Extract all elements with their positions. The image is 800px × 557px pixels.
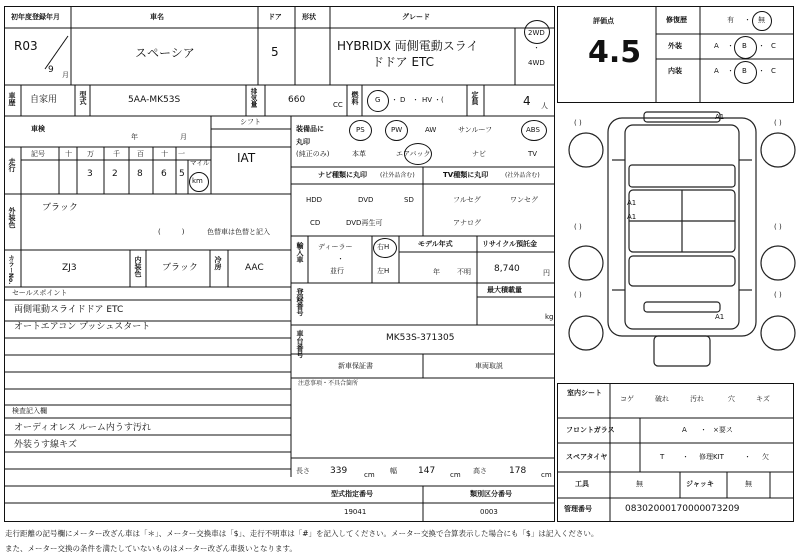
dot: ・ xyxy=(391,96,398,104)
displacement-label: 排気量 xyxy=(249,88,258,108)
sep: ・ xyxy=(727,67,734,75)
color-no: ZJ3 xyxy=(62,263,77,273)
selected-circle xyxy=(367,90,389,112)
mileage-digit: 3 xyxy=(87,169,93,179)
car-name-label: 車名 xyxy=(150,13,164,21)
import-dealer: ディーラー xyxy=(318,243,353,251)
model-label: 型式 xyxy=(79,91,87,105)
seat-burn: コゲ xyxy=(620,395,634,403)
equip-aw: AW xyxy=(425,126,437,134)
model-year-unknown: 不明 xyxy=(457,268,471,276)
digit-header: 十 xyxy=(65,150,72,158)
grade-line2: ドドア ETC xyxy=(372,55,435,69)
shaken-label: 車検 xyxy=(31,125,45,133)
vehicle-manual: 車両取説 xyxy=(475,362,503,370)
selected-circle xyxy=(752,11,772,31)
first-reg-label: 初年度登録年月 xyxy=(11,13,60,21)
glass-dot: ・ xyxy=(700,426,707,434)
model-year-unit: 年 xyxy=(433,268,440,276)
registration-label: 登録番号 xyxy=(296,288,304,316)
tv-fullseg: フルセグ xyxy=(453,196,481,204)
equip-sunroof: サンルーフ xyxy=(458,126,493,134)
damage-mark: A1 xyxy=(715,313,725,321)
month-unit: 月 xyxy=(62,71,69,79)
height-label: 高さ xyxy=(473,467,487,475)
type-number-label: 型式指定番号 xyxy=(331,490,373,498)
tools-value: 無 xyxy=(636,480,643,488)
width-value: 147 xyxy=(418,466,436,476)
height-unit: cm xyxy=(541,471,552,479)
ext-a: A xyxy=(714,42,719,50)
km-unit: km xyxy=(192,177,203,185)
ac-label: 冷房 xyxy=(214,256,222,270)
grade-label: グレード xyxy=(402,13,430,21)
inspector-label: 検査記入欄 xyxy=(12,407,47,415)
int-a: A xyxy=(714,67,719,75)
nav-dvd-play: DVD再生可 xyxy=(346,219,383,227)
selected-circle xyxy=(734,61,757,84)
interior-color-label: 内装色 xyxy=(134,256,142,277)
ac-value: AAC xyxy=(245,263,264,273)
equip-abs: ABS xyxy=(526,126,540,134)
seat-hole: 穴 xyxy=(728,395,735,403)
seat-scratch: キズ xyxy=(756,395,770,403)
int-b: B xyxy=(742,67,747,75)
equipment-label-3: (純正のみ) xyxy=(296,150,330,158)
nav-label: ナビ種類に丸印 xyxy=(318,171,367,179)
repair-label: 修復歴 xyxy=(666,16,687,24)
selected-circle xyxy=(189,172,209,192)
equip-ps: PS xyxy=(356,126,365,134)
fuel-g: G xyxy=(375,96,381,104)
mileage-digit: 5 xyxy=(179,169,185,179)
nav-hdd: HDD xyxy=(306,196,323,204)
equip-pw: PW xyxy=(391,126,403,134)
capacity-unit: 人 xyxy=(541,102,548,110)
color-label: 外装色 xyxy=(8,207,16,228)
fuel-d: D xyxy=(400,96,406,104)
door-label: ドア xyxy=(268,13,282,21)
repair-no: 無 xyxy=(758,16,765,24)
side-bracket: ( ) xyxy=(774,119,782,127)
repair-yes: 有 xyxy=(727,16,734,24)
exterior-label: 外装 xyxy=(668,42,682,50)
spare-none: 欠 xyxy=(762,453,769,461)
shift-label: シフト xyxy=(240,118,261,126)
capacity-label: 定員 xyxy=(471,91,479,105)
import-left: 左H xyxy=(377,267,390,275)
drive-dot: ・ xyxy=(533,44,540,52)
selected-circle xyxy=(404,143,432,165)
damage-mark: A1 xyxy=(715,113,725,121)
displacement: 660 xyxy=(288,95,306,105)
glass-x: ×要ス xyxy=(713,426,733,434)
score-value: 4.5 xyxy=(588,35,642,70)
selected-circle xyxy=(373,238,397,258)
repair-sep: ・ xyxy=(744,16,751,24)
interior-label: 内装 xyxy=(668,67,682,75)
ext-b: B xyxy=(742,42,747,50)
side-bracket: ( ) xyxy=(774,223,782,231)
sep: ・ xyxy=(758,42,765,50)
interior-color: ブラック xyxy=(162,263,198,273)
import-label: 輸入車 xyxy=(296,242,304,263)
new-car-warranty: 新車保証書 xyxy=(338,362,373,370)
notes-label: 注意事項・不具合箇所 xyxy=(298,380,359,387)
category: 自家用 xyxy=(30,95,58,105)
footer-note-1: 走行距離の記号欄にメーター改ざん車は「＊」、メーター交換車は「$」、走行不明車は「#」を記入してください。メーター交換で合算表示した場合にも「$」は記入ください。 xyxy=(5,529,599,538)
equipment-label-2: 丸印 xyxy=(296,138,310,146)
max-load-label: 最大積載量 xyxy=(487,286,522,294)
era: R03 xyxy=(14,39,38,53)
fuel-hv: HV xyxy=(422,96,433,104)
chassis-label: 車台番号 xyxy=(296,330,304,358)
mile-label: マイル xyxy=(190,159,210,167)
spare-label: スペアタイヤ xyxy=(566,453,608,461)
sales-point-line: 両側電動スライドドア ETC xyxy=(14,305,124,315)
recycle-yen: 円 xyxy=(543,269,550,277)
digit-header: 十 xyxy=(161,150,168,158)
seat-stain: 汚れ xyxy=(690,395,704,403)
digit-header: 千 xyxy=(113,150,120,158)
month: 9 xyxy=(48,65,54,75)
grade-line1: HYBRIDX 両側電動スライ xyxy=(337,39,479,53)
mileage-digit: 8 xyxy=(137,169,143,179)
jack-value: 無 xyxy=(745,480,752,488)
width-label: 幅 xyxy=(390,467,397,475)
shift: IAT xyxy=(237,151,256,165)
import-parallel: 並行 xyxy=(330,267,344,275)
equipment-label: 装備品に xyxy=(296,125,324,133)
side-bracket: ( ) xyxy=(574,119,582,127)
chassis-value: MK53S-371305 xyxy=(386,333,455,343)
fuel-label: 燃料 xyxy=(351,91,359,105)
mileage-label: 走行 xyxy=(8,158,16,172)
digit-header: 万 xyxy=(87,150,94,158)
category-label: 車歴 xyxy=(8,92,16,106)
equip-navi: ナビ xyxy=(472,150,486,158)
equip-leather: 本革 xyxy=(352,150,366,158)
sales-point-line: オートエアコン プッシュスタート xyxy=(14,322,151,332)
glass-label: フロントガラス xyxy=(566,426,615,434)
length-unit: cm xyxy=(364,471,375,479)
tv-sub: (社外品含む) xyxy=(505,172,540,179)
damage-mark: A1 xyxy=(627,213,637,221)
color-paren: ( ) xyxy=(158,228,185,236)
color-value: ブラック xyxy=(42,203,78,213)
side-bracket: ( ) xyxy=(574,291,582,299)
mgmt-value: 0830200017000007320​9 xyxy=(625,504,740,514)
nav-sd: SD xyxy=(404,196,414,204)
height-value: 178 xyxy=(509,466,527,476)
length-label: 長さ xyxy=(296,467,310,475)
year-unit: 年 xyxy=(131,133,138,141)
month-unit: 月 xyxy=(180,133,187,141)
class-number-label: 類別区分番号 xyxy=(470,490,512,498)
spare-kit: 修理KIT xyxy=(699,453,724,461)
drive-4wd: 4WD xyxy=(528,59,545,67)
selected-circle xyxy=(734,36,757,59)
symbol-label: 記号 xyxy=(31,150,45,158)
dot: ・ xyxy=(412,96,419,104)
color-no-label: カラーNo. xyxy=(7,255,14,285)
selected-circle xyxy=(524,20,550,44)
sep: ・ xyxy=(758,67,765,75)
cc-unit: CC xyxy=(333,101,343,109)
mileage-digit: 6 xyxy=(161,169,167,179)
spare-dot-2: ・ xyxy=(744,453,751,461)
damage-mark: A1 xyxy=(627,199,637,207)
selected-circle xyxy=(349,120,372,141)
max-load-kg: kg xyxy=(545,313,554,321)
tv-oneseg: ワンセグ xyxy=(510,196,538,204)
side-bracket: ( ) xyxy=(774,291,782,299)
nav-sub: (社外品含む) xyxy=(380,172,415,179)
fuel-rest: ・( ) xyxy=(434,96,475,104)
sep: ・ xyxy=(727,42,734,50)
tools-label: 工具 xyxy=(575,480,589,488)
repaint-note: 色替車は色替と記入 xyxy=(207,228,270,236)
inspector-line: 外装うす線キズ xyxy=(14,440,77,450)
drive-2wd: 2WD xyxy=(528,29,545,37)
mileage-digit: 2 xyxy=(112,169,118,179)
width-unit: cm xyxy=(450,471,461,479)
seat-label: 室内シート xyxy=(567,389,602,397)
type-number: 19041 xyxy=(344,508,367,516)
footer-note-2: また、メーター交換の条件を満たしていないものはメーター改ざん車扱いとなります。 xyxy=(5,544,297,553)
side-bracket: ( ) xyxy=(574,223,582,231)
selected-circle xyxy=(521,120,547,141)
capacity: 4 xyxy=(523,94,531,108)
equip-airbag: エアバック xyxy=(396,150,431,158)
model-year-label: モデル年式 xyxy=(418,240,453,248)
nav-cd: CD xyxy=(310,219,321,227)
ext-c: C xyxy=(771,42,776,50)
mgmt-label: 管理番号 xyxy=(564,505,592,513)
selected-circle xyxy=(385,120,408,141)
inspector-line: オーディオレス ルーム内うす汚れ xyxy=(14,423,151,433)
spare-dot: ・ xyxy=(682,453,689,461)
sales-points-label: セールスポイント xyxy=(12,289,68,297)
recycle-value: 8,740 xyxy=(494,264,520,274)
equip-tv: TV xyxy=(528,150,538,158)
import-dot: ・ xyxy=(337,255,344,263)
doors: 5 xyxy=(271,45,279,59)
int-c: C xyxy=(771,67,776,75)
car-name: スペーシア xyxy=(135,46,195,60)
tv-label: TV種類に丸印 xyxy=(443,171,489,179)
model: 5AA-MK53S xyxy=(128,95,181,105)
digit-header: 百 xyxy=(137,150,144,158)
seat-tear: 破れ xyxy=(655,395,669,403)
jack-label: ジャッキ xyxy=(686,480,714,488)
recycle-label: リサイクル預託金 xyxy=(482,240,538,248)
import-right: 右H xyxy=(377,243,390,251)
score-label: 評価点 xyxy=(593,17,614,25)
class-number: 0003 xyxy=(480,508,498,516)
tv-analog: アナログ xyxy=(453,219,481,227)
digit-header: 一 xyxy=(178,150,185,158)
length-value: 339 xyxy=(330,466,348,476)
car-damage-diagram xyxy=(569,112,795,366)
glass-a: A xyxy=(682,426,687,434)
nav-dvd: DVD xyxy=(358,196,374,204)
spare-t: T xyxy=(660,453,665,461)
shape-label: 形状 xyxy=(302,13,316,21)
